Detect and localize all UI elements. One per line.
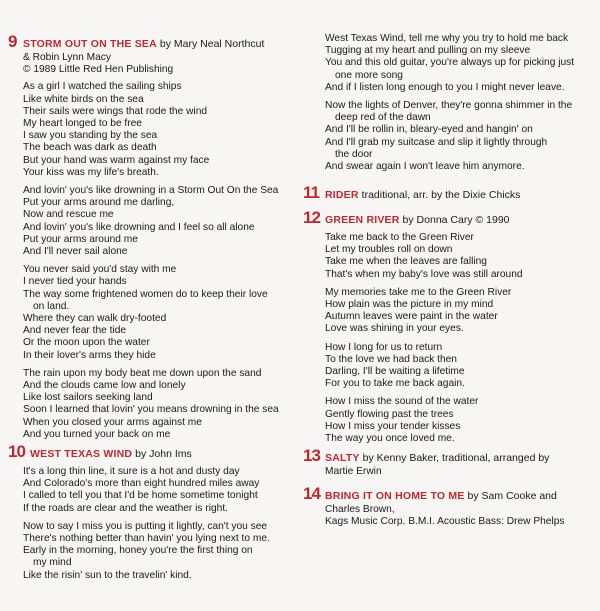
song-credits — [8, 52, 298, 76]
lyric-line: deep red of the dawn — [335, 112, 431, 124]
lyric-line: And Colorado's more than eight hundred miles away — [23, 478, 260, 490]
song-byline: by Kenny Baker, traditional, arranged by — [362, 452, 550, 464]
song-lyrics — [303, 33, 593, 173]
lyric-line: Your kiss was my life's breath. — [23, 166, 159, 178]
stanza — [325, 33, 593, 94]
lyric-line: For you to take me back again. — [325, 378, 465, 390]
lyric-line: Put your arms around me — [23, 233, 138, 245]
lyric-line: Like lost sailors seeking land — [23, 392, 153, 404]
song-title: GREEN RIVER — [325, 214, 400, 226]
lyric-line: That's when my baby's love was still around — [325, 268, 523, 280]
lyric-line: Let my troubles roll on down — [325, 244, 453, 256]
song-header — [8, 442, 298, 462]
lyric-line: My heart longed to be free — [23, 118, 142, 130]
song-12 — [303, 208, 593, 451]
song-byline: traditional, arr. by the Dixie Chicks — [361, 189, 521, 201]
stanza — [23, 368, 298, 441]
lyric-line: Love was shining in your eyes. — [325, 323, 464, 335]
lyric-line: I saw you standing by the sea — [23, 130, 158, 142]
stanza — [23, 81, 298, 179]
lyric-line: Where they can walk dry-footed — [23, 313, 167, 325]
song-title: SALTY — [325, 452, 360, 464]
stanza — [325, 504, 593, 528]
song-header — [8, 32, 298, 52]
lyric-line: You and this old guitar, you're always up for picking just — [325, 57, 575, 69]
lyric-line: How I long for us to return — [325, 341, 443, 353]
song-10-continued — [303, 33, 593, 179]
song-byline: by Sam Cooke and — [467, 490, 557, 502]
song-9 — [8, 32, 298, 447]
lyric-line: the door — [335, 148, 373, 160]
lyric-line: I never tied your hands — [23, 276, 127, 288]
lyric-line: Put your arms around me darling, — [23, 197, 175, 209]
lyric-line: The beach was dark as death — [23, 142, 157, 154]
song-credits — [303, 466, 593, 478]
lyric-line: And I'll be rollin in, bleary-eyed and hangin' on — [325, 124, 533, 136]
credit-line: Martie Erwin — [325, 466, 382, 477]
lyric-line: The way some frightened women do to keep their love — [23, 288, 268, 300]
song-header — [303, 183, 593, 203]
song-credits — [303, 504, 593, 528]
lyric-line: If the roads are clear and the weather is right. — [23, 502, 228, 514]
lyric-line: Or the moon upon the water — [23, 337, 150, 349]
lyric-line: How I miss the sound of the water — [325, 396, 479, 408]
song-header — [303, 446, 593, 466]
lyric-line: And swear again I won't leave him anymore. — [325, 161, 525, 173]
song-byline: by Mary Neal Northcut — [159, 38, 265, 50]
lyric-line: Darling, I'll be waiting a lifetime — [325, 366, 465, 378]
lyric-line: I called to tell you that I'd be home sometime tonight — [23, 490, 258, 502]
lyric-line: It's a long thin line, it sure is a hot and dusty day — [23, 466, 240, 477]
credit-line: © 1989 Little Red Hen Publishing — [23, 64, 174, 76]
track-number: 13 — [303, 446, 320, 465]
lyric-line: And if I listen long enough to you I might never leave. — [325, 81, 565, 93]
lyric-line: Early in the morning, honey you're the first thing on — [23, 545, 253, 557]
lyric-line: Now to say I miss you is putting it lightly, can't you see — [23, 520, 268, 532]
lyric-line: And I'll never sail alone — [23, 246, 128, 258]
lyric-line: Gently flowing past the trees — [325, 408, 454, 420]
lyric-line: West Texas Wind, tell me why you try to hold me back — [325, 33, 569, 44]
lyric-line: When you closed your arms against me — [23, 416, 202, 428]
track-number: 11 — [303, 183, 319, 202]
lyric-line: In their lover's arms they hide — [23, 349, 156, 361]
lyric-line: To the love we had back then — [325, 353, 457, 365]
lyric-line: Take me back to the Green River — [325, 232, 474, 243]
stanza — [325, 342, 593, 391]
song-title: WEST TEXAS WIND — [30, 448, 133, 460]
song-lyrics — [8, 466, 298, 582]
lyric-line: And lovin' you's like drowning in a Storm Out On the Sea — [23, 185, 279, 197]
lyric-line: And I'll grab my suitcase and slip it lightly through — [325, 136, 548, 148]
stanza — [23, 185, 298, 258]
song-10 — [8, 442, 298, 588]
song-title: STORM OUT ON THE SEA — [23, 38, 157, 50]
lyric-line: my mind — [33, 557, 72, 569]
stanza — [325, 287, 593, 336]
lyric-line: Like white birds on the sea — [23, 93, 144, 105]
lyric-line: As a girl I watched the sailing ships — [23, 81, 182, 93]
lyric-line: How I miss your tender kisses — [325, 420, 461, 432]
lyric-line: Autumn leaves were paint in the water — [325, 311, 498, 323]
track-number: 10 — [8, 442, 25, 461]
lyric-line: My memories take me to the Green River — [325, 286, 512, 298]
song-byline: by John Ims — [135, 448, 192, 460]
lyric-line: Soon I learned that lovin' you means drowning in the sea — [23, 404, 279, 416]
credit-line: & Robin Lynn Macy — [23, 52, 111, 63]
track-number: 14 — [303, 484, 320, 503]
lyric-line: Take me when the leaves are falling — [325, 256, 487, 268]
track-number: 9 — [8, 32, 17, 51]
song-14 — [303, 484, 593, 534]
stanza — [325, 232, 593, 281]
stanza — [23, 466, 298, 515]
lyric-line: How plain was the picture in my mind — [325, 299, 494, 311]
stanza — [325, 466, 593, 478]
track-number: 12 — [303, 208, 320, 227]
lyric-line: And the clouds came low and lonely — [23, 380, 186, 392]
lyric-line: Now and rescue me — [23, 209, 114, 221]
lyric-line: There's nothing better than havin' you lying next to me. — [23, 533, 270, 545]
stanza — [23, 521, 298, 582]
song-title: BRING IT ON HOME TO ME — [325, 490, 465, 502]
credit-line: Kags Music Corp. B.M.I. Acoustic Bass: Drew Phelps — [325, 516, 565, 528]
lyric-line: The way you once loved me. — [325, 433, 455, 445]
song-header — [303, 484, 593, 504]
lyric-line: You never said you'd stay with me — [23, 264, 177, 276]
song-13 — [303, 446, 593, 484]
stanza — [325, 396, 593, 445]
song-header — [303, 208, 593, 228]
lyric-line: Now the lights of Denver, they're gonna shimmer in the — [325, 100, 573, 112]
lyric-line: And lovin' you's like drowning and I feel so all alone — [23, 221, 255, 233]
credit-line: Charles Brown, — [325, 504, 395, 515]
lyric-line: And you turned your back on me — [23, 428, 171, 440]
lyric-line: But your hand was warm against my face — [23, 154, 210, 166]
stanza — [23, 264, 298, 362]
lyric-line: Tugging at my heart and pulling on my sleeve — [325, 45, 531, 57]
lyric-line: And never fear the tide — [23, 325, 127, 337]
song-11 — [303, 183, 593, 203]
lyric-line: The rain upon my body beat me down upon the sand — [23, 367, 262, 379]
song-lyrics — [8, 81, 298, 441]
song-lyrics — [303, 232, 593, 445]
lyric-line: on land. — [33, 300, 70, 312]
song-title: RIDER — [325, 189, 359, 201]
song-byline: by Donna Cary © 1990 — [402, 214, 510, 226]
lyric-line: Like the risin' sun to the travelin' kind. — [23, 569, 192, 581]
lyric-line: Their sails were wings that rode the wind — [23, 105, 208, 117]
lyric-line: one more song — [335, 69, 403, 81]
stanza — [325, 100, 593, 173]
